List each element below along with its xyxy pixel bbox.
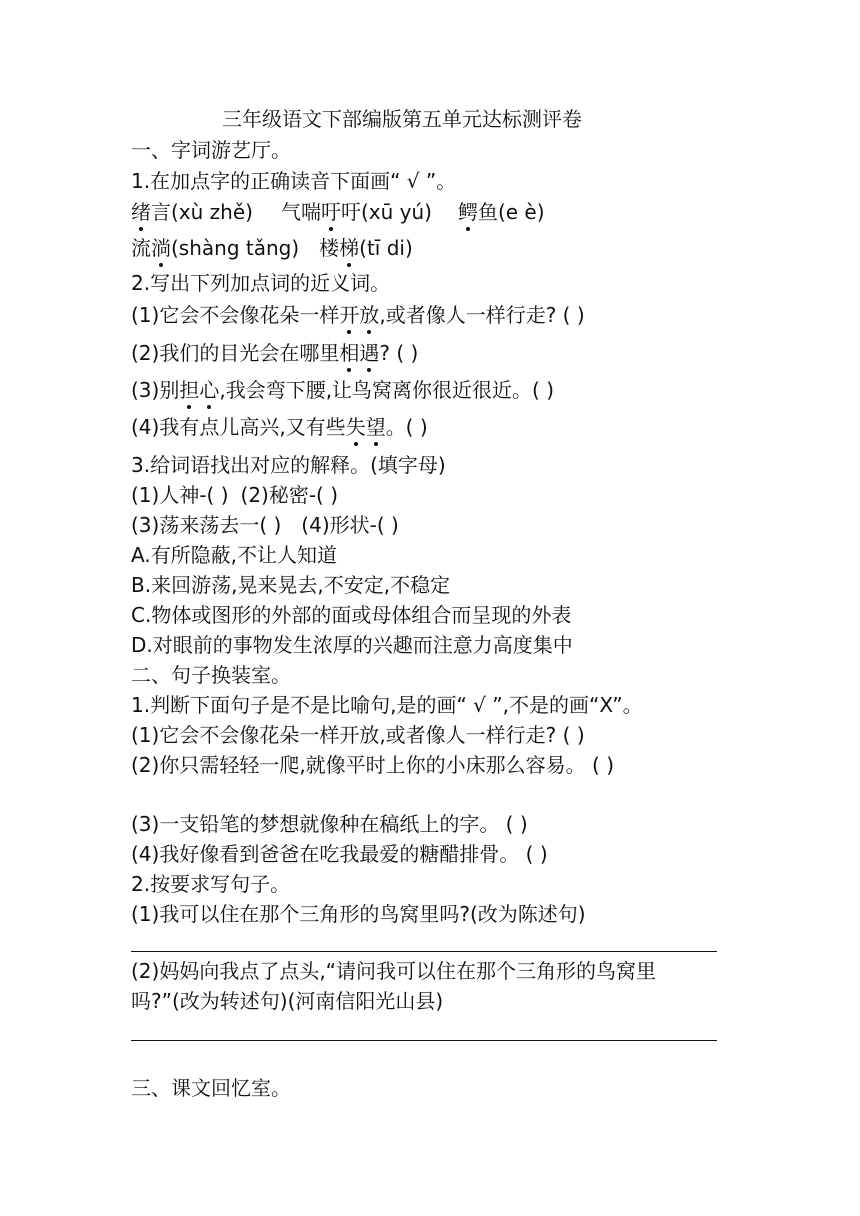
q2-prompt: 2.写出下列加点词的近义词。 [131,271,391,295]
q3-option: A.有所隐蔽,不让人知道 [131,543,338,567]
s2-q1-item: (4)我好像看到爸爸在吃我最爱的糖醋排骨。 ( ) [131,842,548,866]
pinyin-item: 鳄鱼(e è) [457,200,545,224]
q1-prompt: 1.在加点字的正确读音下面画“ √ ”。 [131,169,457,193]
q2-item: (1)它会不会像花朵一样开放,或者像人一样行走? ( ) [131,303,585,327]
s2-q1-prompt: 1.判断下面句子是不是比喻句,是的画“ √ ”,不是的画“X”。 [131,693,643,717]
section-2-heading: 二、句子换装室。 [131,663,291,687]
pinyin-item: 绪言(xù zhě) [131,200,253,224]
s2-q2-item-2-cont: 吗?”(改为转述句)(河南信阳光山县) [131,989,444,1013]
q2-item: (3)别担心,我会弯下腰,让鸟窝离你很近很近。( ) [131,378,555,402]
q3-prompt: 3.给词语找出对应的解释。(填字母) [131,453,446,477]
s2-q1-item: (2)你只需轻轻一爬,就像平时上你的小床那么容易。 ( ) [131,753,615,777]
answer-line[interactable] [131,951,717,952]
s2-q2-prompt: 2.按要求写句子。 [131,872,291,896]
answer-line[interactable] [131,1040,717,1041]
s2-q1-item: (1)它会不会像花朵一样开放,或者像人一样行走? ( ) [131,723,585,747]
q2-item: (2)我们的目光会在哪里相遇? ( ) [131,341,419,365]
section-1-heading: 一、字词游艺厅。 [131,138,291,162]
s2-q1-item: (3)一支铅笔的梦想就像种在稿纸上的字。 ( ) [131,812,528,836]
s2-q2-item-1: (1)我可以住在那个三角形的鸟窝里吗?(改为陈述句) [131,902,586,926]
page-title: 三年级语文下部编版第五单元达标测评卷 [222,107,582,131]
q3-option: D.对眼前的事物发生浓厚的兴趣而注意力高度集中 [131,633,573,657]
pinyin-item: 气喘吁吁(xū yú) [280,200,432,224]
q2-item: (4)我有点儿高兴,又有些失望。( ) [131,415,428,439]
q3-option: B.来回游荡,晃来晃去,不安定,不稳定 [131,573,451,597]
q1-pinyin-row-1 [131,199,545,225]
q1-pinyin-row-2 [131,235,413,261]
q3-option: C.物体或图形的外部的面或母体组合而呈现的外表 [131,603,572,627]
s2-q2-item-2: (2)妈妈向我点了点头,“请问我可以住在那个三角形的鸟窝里 [131,959,657,983]
q3-match-row: (3)荡来荡去一( ) (4)形状-( ) [131,513,399,537]
section-3-heading: 三、课文回忆室。 [131,1076,291,1100]
pinyin-item: 流淌(shàng tǎng) [131,236,300,260]
pinyin-item: 楼梯(tī di) [319,236,413,260]
q3-match-row: (1)人神-( ) (2)秘密-( ) [131,483,339,507]
